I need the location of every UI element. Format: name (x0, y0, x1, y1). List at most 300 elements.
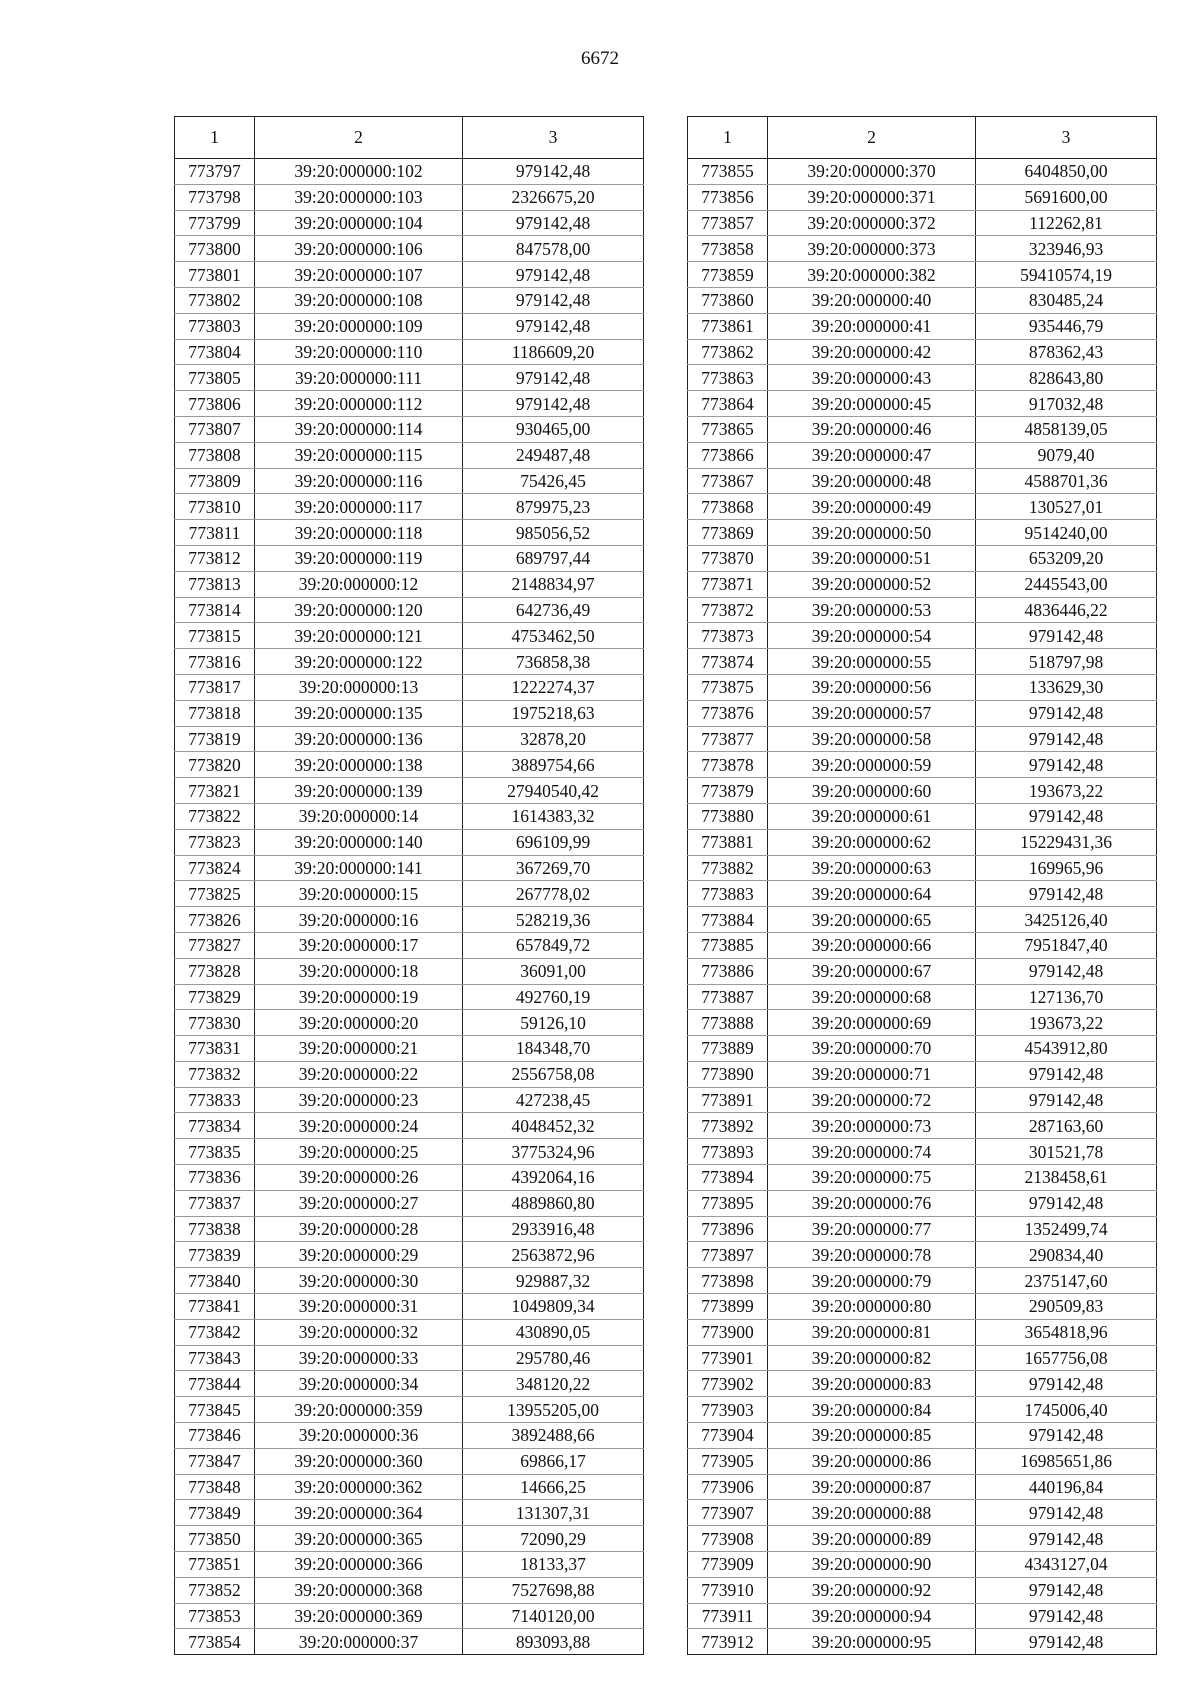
row-number-cell: 773814 (175, 597, 255, 623)
row-number-cell: 773845 (175, 1397, 255, 1423)
row-number-cell: 773805 (175, 365, 255, 391)
value-cell: 4343127,04 (976, 1552, 1157, 1578)
row-number-cell: 773868 (688, 494, 768, 520)
table-row (688, 571, 1157, 597)
row-number-cell: 773902 (688, 1371, 768, 1397)
row-number-cell: 773911 (688, 1603, 768, 1629)
value-cell: 1614383,32 (463, 803, 644, 829)
table-row (175, 1423, 644, 1449)
table-row (688, 881, 1157, 907)
cadastral-number-cell: 39:20:000000:72 (768, 1087, 976, 1113)
row-number-cell: 773848 (175, 1474, 255, 1500)
row-number-cell: 773817 (175, 674, 255, 700)
row-number-cell: 773806 (175, 391, 255, 417)
table-row (688, 236, 1157, 262)
cadastral-number-cell: 39:20:000000:92 (768, 1577, 976, 1603)
value-cell: 32878,20 (463, 726, 644, 752)
row-number-cell: 773867 (688, 468, 768, 494)
value-cell: 979142,48 (976, 881, 1157, 907)
value-cell: 979142,48 (976, 623, 1157, 649)
value-cell: 7527698,88 (463, 1577, 644, 1603)
left-table-header (175, 117, 644, 159)
cadastral-number-cell: 39:20:000000:32 (255, 1319, 463, 1345)
table-row (175, 958, 644, 984)
value-cell: 736858,38 (463, 649, 644, 675)
table-row (175, 1603, 644, 1629)
value-cell: 492760,19 (463, 984, 644, 1010)
row-number-cell: 773803 (175, 313, 255, 339)
cadastral-number-cell: 39:20:000000:13 (255, 674, 463, 700)
value-cell: 2138458,61 (976, 1165, 1157, 1191)
row-number-cell: 773881 (688, 829, 768, 855)
table-row (175, 752, 644, 778)
row-number-cell: 773910 (688, 1577, 768, 1603)
value-cell: 4543912,80 (976, 1036, 1157, 1062)
value-cell: 1049809,34 (463, 1294, 644, 1320)
row-number-cell: 773880 (688, 803, 768, 829)
value-cell: 184348,70 (463, 1036, 644, 1062)
row-number-cell: 773870 (688, 545, 768, 571)
value-cell: 1352499,74 (976, 1216, 1157, 1242)
table-row (688, 1268, 1157, 1294)
value-cell: 4588701,36 (976, 468, 1157, 494)
cadastral-number-cell: 39:20:000000:62 (768, 829, 976, 855)
row-number-cell: 773828 (175, 958, 255, 984)
table-row (688, 1397, 1157, 1423)
row-number-cell: 773800 (175, 236, 255, 262)
table-row (175, 236, 644, 262)
table-row (175, 1216, 644, 1242)
row-number-cell: 773799 (175, 210, 255, 236)
cadastral-number-cell: 39:20:000000:53 (768, 597, 976, 623)
cadastral-number-cell: 39:20:000000:54 (768, 623, 976, 649)
value-cell: 979142,48 (976, 1371, 1157, 1397)
table-row (175, 1448, 644, 1474)
cadastral-number-cell: 39:20:000000:369 (255, 1603, 463, 1629)
cadastral-number-cell: 39:20:000000:69 (768, 1010, 976, 1036)
row-number-cell: 773907 (688, 1500, 768, 1526)
table-row (688, 159, 1157, 185)
row-number-cell: 773819 (175, 726, 255, 752)
cadastral-number-cell: 39:20:000000:141 (255, 855, 463, 881)
table-row (688, 391, 1157, 417)
row-number-cell: 773895 (688, 1190, 768, 1216)
cadastral-number-cell: 39:20:000000:139 (255, 778, 463, 804)
table-row (175, 1165, 644, 1191)
row-number-cell: 773813 (175, 571, 255, 597)
row-number-cell: 773808 (175, 442, 255, 468)
row-number-cell: 773810 (175, 494, 255, 520)
table-row (175, 1061, 644, 1087)
value-cell: 295780,46 (463, 1345, 644, 1371)
row-number-cell: 773811 (175, 520, 255, 546)
value-cell: 36091,00 (463, 958, 644, 984)
table-row (175, 468, 644, 494)
table-row (175, 1036, 644, 1062)
row-number-cell: 773818 (175, 700, 255, 726)
value-cell: 979142,48 (976, 1629, 1157, 1655)
row-number-cell: 773836 (175, 1165, 255, 1191)
value-cell: 979142,48 (463, 313, 644, 339)
value-cell: 979142,48 (976, 1603, 1157, 1629)
cadastral-number-cell: 39:20:000000:86 (768, 1448, 976, 1474)
row-number-cell: 773873 (688, 623, 768, 649)
cadastral-number-cell: 39:20:000000:48 (768, 468, 976, 494)
table-row (175, 571, 644, 597)
cadastral-number-cell: 39:20:000000:24 (255, 1113, 463, 1139)
value-cell: 193673,22 (976, 1010, 1157, 1036)
value-cell: 2326675,20 (463, 184, 644, 210)
row-number-cell: 773851 (175, 1552, 255, 1578)
table-row (175, 391, 644, 417)
cadastral-number-cell: 39:20:000000:36 (255, 1423, 463, 1449)
table-row (175, 1397, 644, 1423)
cadastral-number-cell: 39:20:000000:45 (768, 391, 976, 417)
value-cell: 323946,93 (976, 236, 1157, 262)
row-number-cell: 773798 (175, 184, 255, 210)
cadastral-number-cell: 39:20:000000:50 (768, 520, 976, 546)
value-cell: 7140120,00 (463, 1603, 644, 1629)
row-number-cell: 773861 (688, 313, 768, 339)
value-cell: 75426,45 (463, 468, 644, 494)
table-row (688, 210, 1157, 236)
cadastral-number-cell: 39:20:000000:370 (768, 159, 976, 185)
value-cell: 979142,48 (976, 700, 1157, 726)
table-row (688, 778, 1157, 804)
cadastral-number-cell: 39:20:000000:90 (768, 1552, 976, 1578)
cadastral-number-cell: 39:20:000000:58 (768, 726, 976, 752)
cadastral-number-cell: 39:20:000000:73 (768, 1113, 976, 1139)
table-row (688, 958, 1157, 984)
cadastral-number-cell: 39:20:000000:121 (255, 623, 463, 649)
value-cell: 985056,52 (463, 520, 644, 546)
cadastral-number-cell: 39:20:000000:29 (255, 1242, 463, 1268)
table-row (175, 1268, 644, 1294)
row-number-cell: 773812 (175, 545, 255, 571)
row-number-cell: 773825 (175, 881, 255, 907)
value-cell: 13955205,00 (463, 1397, 644, 1423)
row-number-cell: 773815 (175, 623, 255, 649)
value-cell: 4889860,80 (463, 1190, 644, 1216)
table-row (175, 545, 644, 571)
row-number-cell: 773797 (175, 159, 255, 185)
cadastral-number-cell: 39:20:000000:115 (255, 442, 463, 468)
table-row (688, 1603, 1157, 1629)
value-cell: 979142,48 (976, 1500, 1157, 1526)
cadastral-number-cell: 39:20:000000:37 (255, 1629, 463, 1655)
table-row (175, 1577, 644, 1603)
value-cell: 653209,20 (976, 545, 1157, 571)
value-cell: 979142,48 (976, 1577, 1157, 1603)
cadastral-number-cell: 39:20:000000:109 (255, 313, 463, 339)
table-row (175, 1010, 644, 1036)
cadastral-number-cell: 39:20:000000:30 (255, 1268, 463, 1294)
cadastral-number-cell: 39:20:000000:83 (768, 1371, 976, 1397)
table-row (175, 1500, 644, 1526)
value-cell: 440196,84 (976, 1474, 1157, 1500)
table-row (175, 1552, 644, 1578)
table-row (688, 1423, 1157, 1449)
row-number-cell: 773807 (175, 416, 255, 442)
table-row (688, 1577, 1157, 1603)
cadastral-number-cell: 39:20:000000:52 (768, 571, 976, 597)
table-row (175, 262, 644, 288)
table-row (175, 803, 644, 829)
table-row (175, 700, 644, 726)
cadastral-number-cell: 39:20:000000:16 (255, 907, 463, 933)
cadastral-number-cell: 39:20:000000:122 (255, 649, 463, 675)
right-table-body (688, 159, 1157, 1655)
value-cell: 917032,48 (976, 391, 1157, 417)
value-cell: 696109,99 (463, 829, 644, 855)
cadastral-number-cell: 39:20:000000:114 (255, 416, 463, 442)
cadastral-number-cell: 39:20:000000:66 (768, 932, 976, 958)
table-row (688, 829, 1157, 855)
table-row (175, 287, 644, 313)
table-row (175, 494, 644, 520)
table-row (688, 623, 1157, 649)
cadastral-number-cell: 39:20:000000:14 (255, 803, 463, 829)
cadastral-number-cell: 39:20:000000:63 (768, 855, 976, 881)
cadastral-number-cell: 39:20:000000:373 (768, 236, 976, 262)
row-number-cell: 773884 (688, 907, 768, 933)
cadastral-number-cell: 39:20:000000:382 (768, 262, 976, 288)
cadastral-number-cell: 39:20:000000:15 (255, 881, 463, 907)
table-row (688, 1448, 1157, 1474)
table-row (175, 778, 644, 804)
column-header: 1 (175, 117, 255, 159)
cadastral-number-cell: 39:20:000000:68 (768, 984, 976, 1010)
value-cell: 430890,05 (463, 1319, 644, 1345)
value-cell: 1186609,20 (463, 339, 644, 365)
value-cell: 1222274,37 (463, 674, 644, 700)
row-number-cell: 773834 (175, 1113, 255, 1139)
value-cell: 689797,44 (463, 545, 644, 571)
value-cell: 979142,48 (463, 262, 644, 288)
table-row (175, 520, 644, 546)
table-row (175, 1087, 644, 1113)
row-number-cell: 773892 (688, 1113, 768, 1139)
value-cell: 935446,79 (976, 313, 1157, 339)
value-cell: 979142,48 (976, 1526, 1157, 1552)
row-number-cell: 773832 (175, 1061, 255, 1087)
cadastral-number-cell: 39:20:000000:120 (255, 597, 463, 623)
row-number-cell: 773804 (175, 339, 255, 365)
row-number-cell: 773898 (688, 1268, 768, 1294)
row-number-cell: 773908 (688, 1526, 768, 1552)
table-row (175, 1629, 644, 1655)
value-cell: 979142,48 (463, 159, 644, 185)
cadastral-number-cell: 39:20:000000:40 (768, 287, 976, 313)
value-cell: 16985651,86 (976, 1448, 1157, 1474)
value-cell: 59126,10 (463, 1010, 644, 1036)
cadastral-number-cell: 39:20:000000:110 (255, 339, 463, 365)
row-number-cell: 773842 (175, 1319, 255, 1345)
cadastral-number-cell: 39:20:000000:85 (768, 1423, 976, 1449)
cadastral-number-cell: 39:20:000000:366 (255, 1552, 463, 1578)
value-cell: 27940540,42 (463, 778, 644, 804)
row-number-cell: 773893 (688, 1139, 768, 1165)
cadastral-number-cell: 39:20:000000:33 (255, 1345, 463, 1371)
row-number-cell: 773833 (175, 1087, 255, 1113)
table-row (688, 1165, 1157, 1191)
cadastral-number-cell: 39:20:000000:65 (768, 907, 976, 933)
cadastral-number-cell: 39:20:000000:71 (768, 1061, 976, 1087)
table-row (688, 287, 1157, 313)
value-cell: 193673,22 (976, 778, 1157, 804)
value-cell: 4836446,22 (976, 597, 1157, 623)
value-cell: 979142,48 (976, 958, 1157, 984)
value-cell: 6404850,00 (976, 159, 1157, 185)
table-row (688, 468, 1157, 494)
row-number-cell: 773823 (175, 829, 255, 855)
header-row (688, 117, 1157, 159)
row-number-cell: 773885 (688, 932, 768, 958)
value-cell: 427238,45 (463, 1087, 644, 1113)
table-row (688, 1371, 1157, 1397)
table-row (688, 1139, 1157, 1165)
cadastral-number-cell: 39:20:000000:67 (768, 958, 976, 984)
table-row (175, 1139, 644, 1165)
row-number-cell: 773864 (688, 391, 768, 417)
cadastral-number-cell: 39:20:000000:34 (255, 1371, 463, 1397)
cadastral-number-cell: 39:20:000000:88 (768, 1500, 976, 1526)
cadastral-number-cell: 39:20:000000:80 (768, 1294, 976, 1320)
table-row (175, 623, 644, 649)
cadastral-number-cell: 39:20:000000:95 (768, 1629, 976, 1655)
row-number-cell: 773900 (688, 1319, 768, 1345)
cadastral-number-cell: 39:20:000000:359 (255, 1397, 463, 1423)
cadastral-number-cell: 39:20:000000:138 (255, 752, 463, 778)
table-row (688, 984, 1157, 1010)
table-row (175, 313, 644, 339)
row-number-cell: 773903 (688, 1397, 768, 1423)
column-header: 3 (976, 117, 1157, 159)
cadastral-number-cell: 39:20:000000:59 (768, 752, 976, 778)
row-number-cell: 773887 (688, 984, 768, 1010)
cadastral-number-cell: 39:20:000000:372 (768, 210, 976, 236)
table-row (688, 1526, 1157, 1552)
value-cell: 879975,23 (463, 494, 644, 520)
cadastral-number-cell: 39:20:000000:12 (255, 571, 463, 597)
cadastral-number-cell: 39:20:000000:20 (255, 1010, 463, 1036)
row-number-cell: 773839 (175, 1242, 255, 1268)
cadastral-number-cell: 39:20:000000:102 (255, 159, 463, 185)
value-cell: 979142,48 (463, 210, 644, 236)
row-number-cell: 773840 (175, 1268, 255, 1294)
row-number-cell: 773846 (175, 1423, 255, 1449)
row-number-cell: 773904 (688, 1423, 768, 1449)
table-row (688, 907, 1157, 933)
row-number-cell: 773862 (688, 339, 768, 365)
table-row (688, 1474, 1157, 1500)
table-row (688, 262, 1157, 288)
row-number-cell: 773844 (175, 1371, 255, 1397)
value-cell: 979142,48 (976, 1087, 1157, 1113)
row-number-cell: 773877 (688, 726, 768, 752)
row-number-cell: 773897 (688, 1242, 768, 1268)
cadastral-number-cell: 39:20:000000:368 (255, 1577, 463, 1603)
value-cell: 290834,40 (976, 1242, 1157, 1268)
row-number-cell: 773859 (688, 262, 768, 288)
table-row (175, 1371, 644, 1397)
table-row (175, 674, 644, 700)
cadastral-number-cell: 39:20:000000:49 (768, 494, 976, 520)
cadastral-number-cell: 39:20:000000:64 (768, 881, 976, 907)
row-number-cell: 773824 (175, 855, 255, 881)
row-number-cell: 773901 (688, 1345, 768, 1371)
row-number-cell: 773869 (688, 520, 768, 546)
table-row (175, 1345, 644, 1371)
cadastral-number-cell: 39:20:000000:55 (768, 649, 976, 675)
table-row (688, 649, 1157, 675)
row-number-cell: 773912 (688, 1629, 768, 1655)
row-number-cell: 773849 (175, 1500, 255, 1526)
row-number-cell: 773837 (175, 1190, 255, 1216)
value-cell: 4392064,16 (463, 1165, 644, 1191)
cadastral-number-cell: 39:20:000000:31 (255, 1294, 463, 1320)
cadastral-number-cell: 39:20:000000:18 (255, 958, 463, 984)
value-cell: 642736,49 (463, 597, 644, 623)
value-cell: 979142,48 (976, 803, 1157, 829)
value-cell: 287163,60 (976, 1113, 1157, 1139)
table-row (688, 803, 1157, 829)
value-cell: 2375147,60 (976, 1268, 1157, 1294)
cadastral-number-cell: 39:20:000000:112 (255, 391, 463, 417)
value-cell: 249487,48 (463, 442, 644, 468)
row-number-cell: 773802 (175, 287, 255, 313)
row-number-cell: 773896 (688, 1216, 768, 1242)
row-number-cell: 773876 (688, 700, 768, 726)
row-number-cell: 773801 (175, 262, 255, 288)
row-number-cell: 773872 (688, 597, 768, 623)
row-number-cell: 773866 (688, 442, 768, 468)
cadastral-number-cell: 39:20:000000:22 (255, 1061, 463, 1087)
cadastral-number-cell: 39:20:000000:17 (255, 932, 463, 958)
value-cell: 1975218,63 (463, 700, 644, 726)
row-number-cell: 773890 (688, 1061, 768, 1087)
value-cell: 2556758,08 (463, 1061, 644, 1087)
table-row (688, 752, 1157, 778)
table-row (175, 907, 644, 933)
table-row (688, 1010, 1157, 1036)
cadastral-number-cell: 39:20:000000:79 (768, 1268, 976, 1294)
cadastral-number-cell: 39:20:000000:119 (255, 545, 463, 571)
table-row (688, 494, 1157, 520)
cadastral-number-cell: 39:20:000000:84 (768, 1397, 976, 1423)
cadastral-number-cell: 39:20:000000:116 (255, 468, 463, 494)
value-cell: 301521,78 (976, 1139, 1157, 1165)
cadastral-number-cell: 39:20:000000:60 (768, 778, 976, 804)
value-cell: 169965,96 (976, 855, 1157, 881)
row-number-cell: 773843 (175, 1345, 255, 1371)
row-number-cell: 773886 (688, 958, 768, 984)
row-number-cell: 773847 (175, 1448, 255, 1474)
page-number: 6672 (581, 48, 619, 69)
value-cell: 4858139,05 (976, 416, 1157, 442)
value-cell: 847578,00 (463, 236, 644, 262)
table-row (175, 1113, 644, 1139)
table-row (688, 597, 1157, 623)
table-row (175, 855, 644, 881)
cadastral-number-cell: 39:20:000000:108 (255, 287, 463, 313)
cadastral-number-cell: 39:20:000000:77 (768, 1216, 976, 1242)
value-cell: 1657756,08 (976, 1345, 1157, 1371)
cadastral-number-cell: 39:20:000000:76 (768, 1190, 976, 1216)
cadastral-number-cell: 39:20:000000:364 (255, 1500, 463, 1526)
value-cell: 3775324,96 (463, 1139, 644, 1165)
table-row (688, 1087, 1157, 1113)
